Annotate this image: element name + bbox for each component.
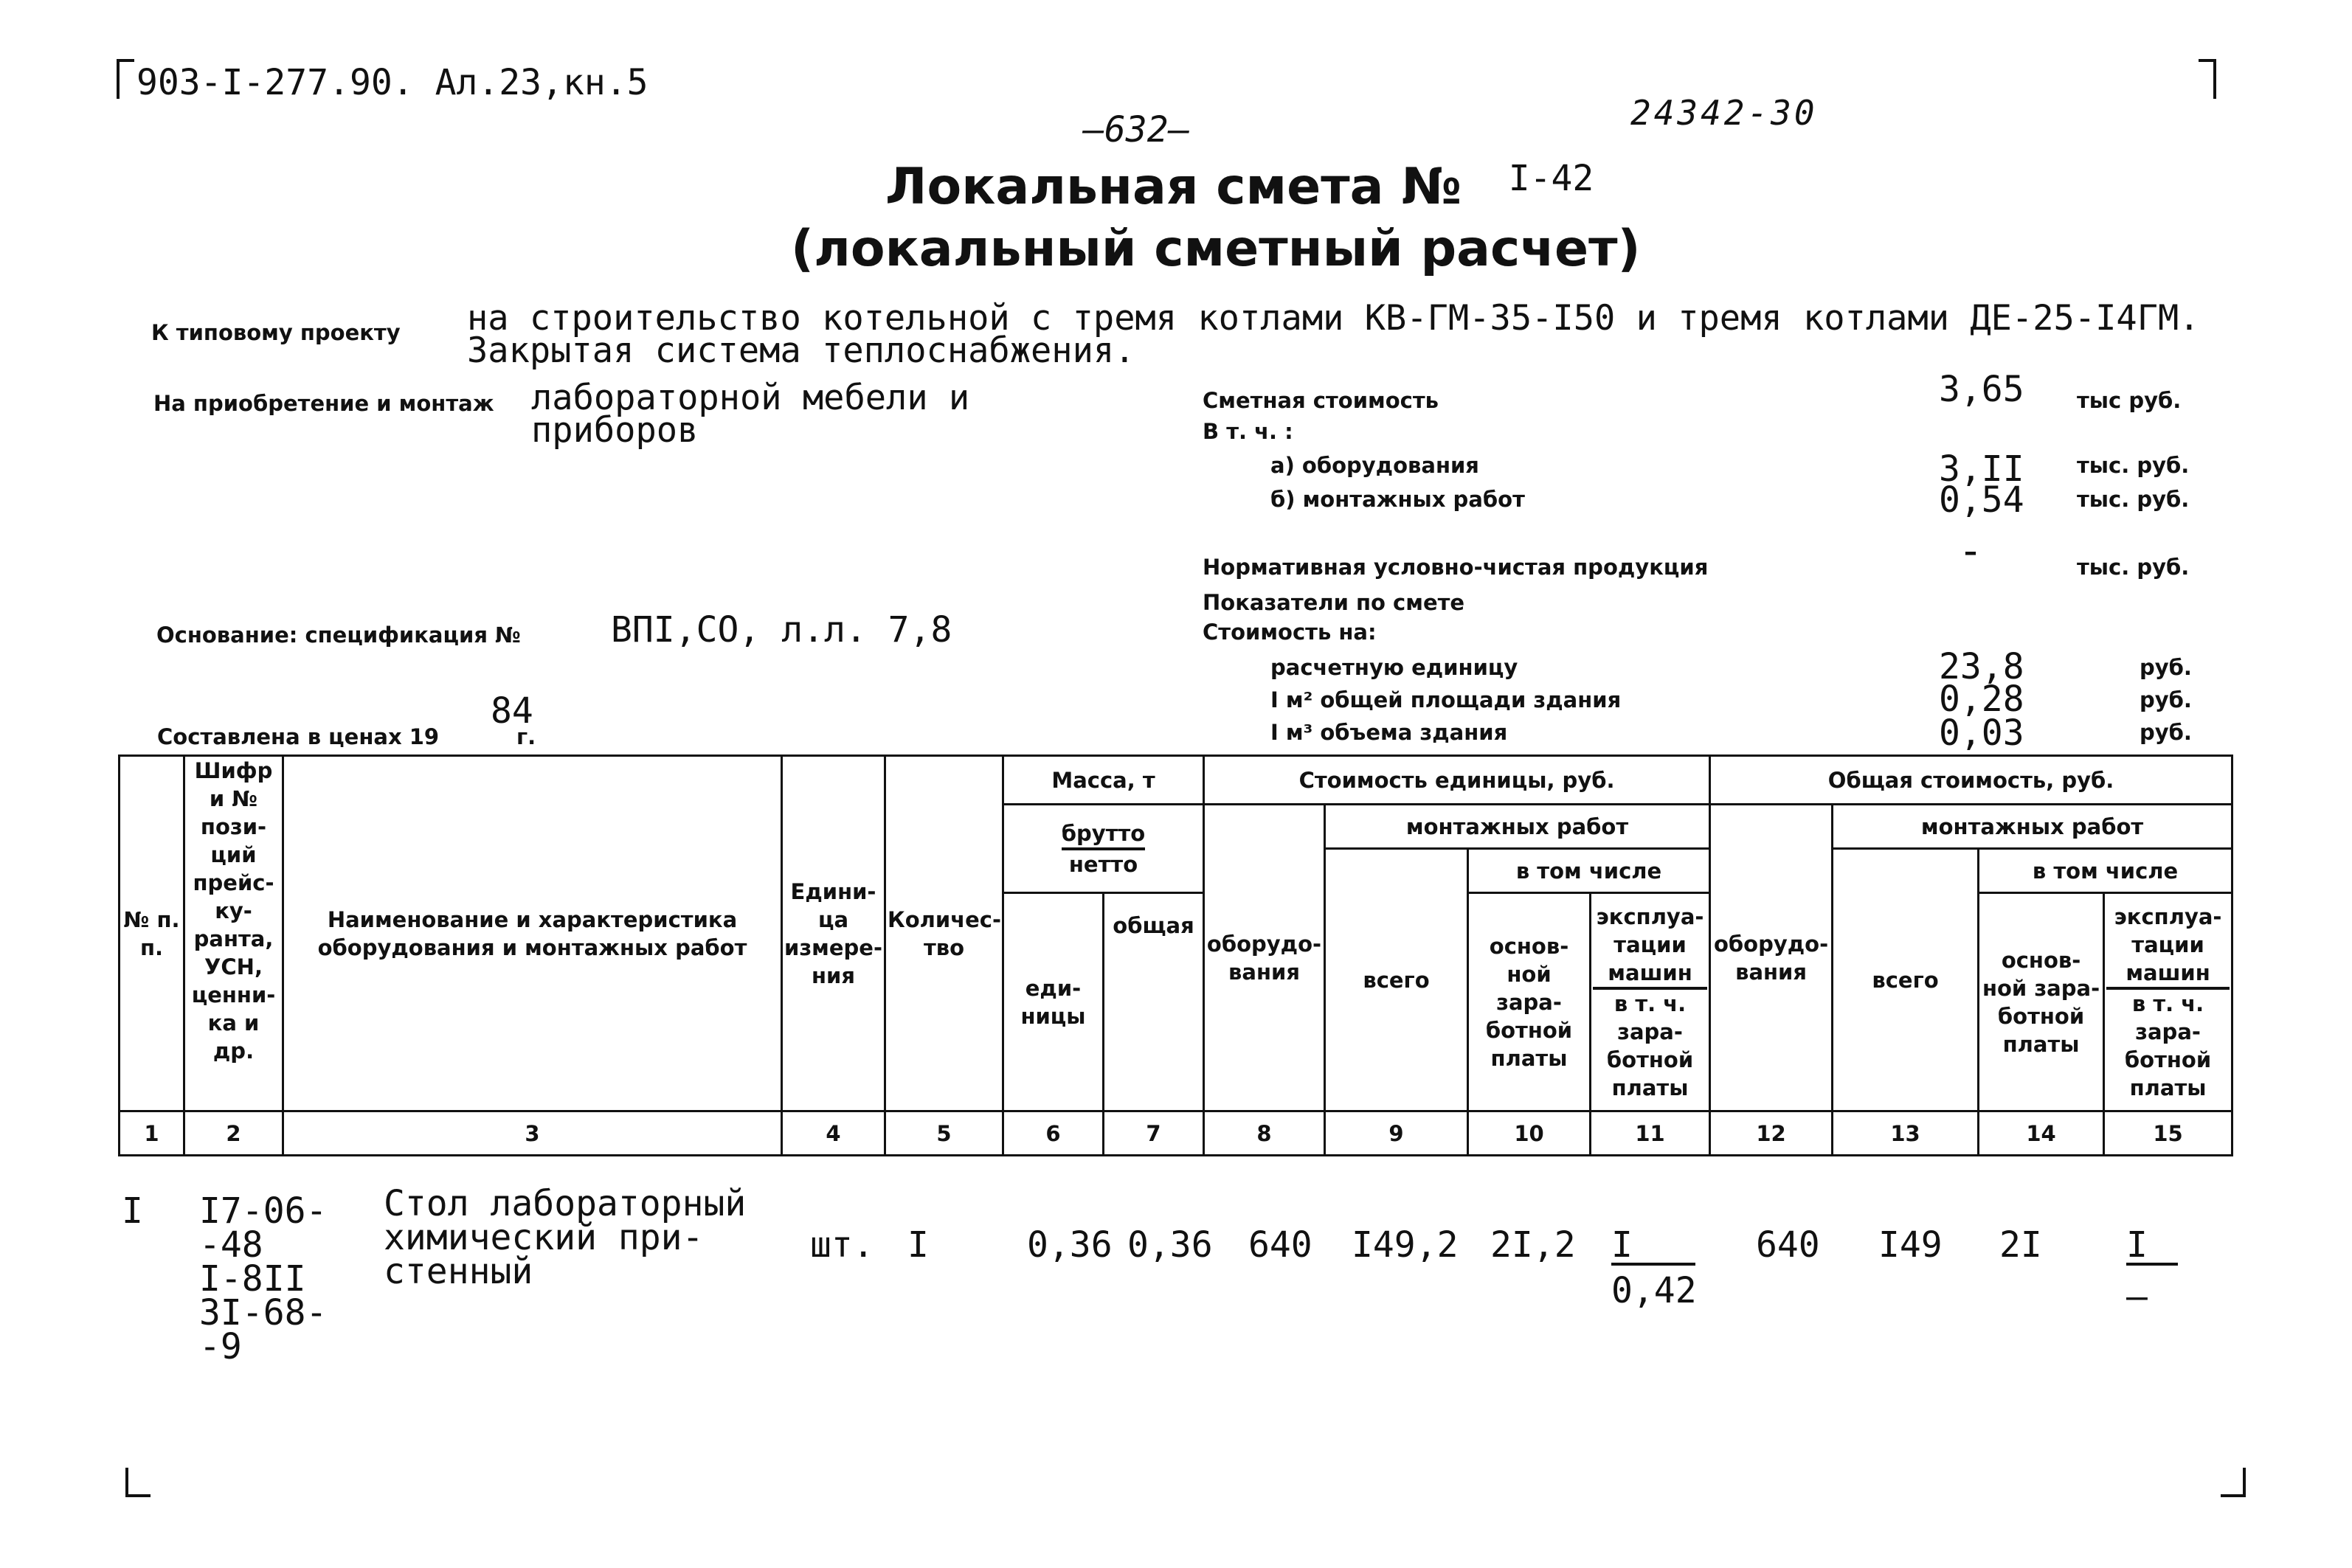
row-machines-unit-rule: [1611, 1263, 1695, 1266]
row-machines-total-rule: [2126, 1263, 2178, 1266]
col-number: 12: [1710, 1111, 1833, 1156]
row-code-line: 3I-68-: [199, 1292, 328, 1333]
estimate-cost-value: 3,65: [1939, 369, 2024, 410]
total-machines-wage-label: в т. ч. зара-ботной платы: [2124, 991, 2212, 1100]
col-number: 13: [1833, 1111, 1979, 1156]
col-qty-header: Количес-тво: [885, 756, 1003, 1111]
col-number: 2: [184, 1111, 283, 1156]
row-qty: I: [907, 1224, 929, 1266]
normative-label: Нормативная условно-чистая продукция: [1203, 555, 1709, 580]
col-number: 9: [1325, 1111, 1468, 1156]
row-machines-unit-top: I: [1611, 1224, 1633, 1266]
unit-incl-header: в том числе: [1468, 849, 1710, 893]
volume-cost-unit: руб.: [2140, 720, 2192, 745]
unit-install-total-header: всего: [1325, 849, 1468, 1111]
total-machines-label: эксплуа-тации машин: [2106, 903, 2230, 990]
row-equip-total: 640: [1756, 1224, 1820, 1266]
mass-total-header: общая: [1104, 893, 1204, 1111]
col-unit-header: Едини-ца измере-ния: [782, 756, 885, 1111]
project-label: К типовому проекту: [151, 320, 401, 345]
including-label: В т. ч. :: [1203, 419, 1293, 444]
row-machines-unit-bottom: 0,42: [1611, 1270, 1697, 1311]
cost-on-label: Стоимость на:: [1203, 620, 1377, 645]
total-base-wage-header: основ-ной зара-ботной платы: [1979, 893, 2104, 1111]
unit-equipment-header: оборудо-вания: [1204, 805, 1325, 1111]
total-incl-header: в том числе: [1979, 849, 2232, 893]
row-equip-unit: 640: [1248, 1224, 1312, 1266]
page-number: —632—: [1083, 109, 1190, 150]
area-cost-unit: руб.: [2140, 687, 2192, 712]
corner-mark-bottom-right: [2221, 1468, 2246, 1497]
unit-cost-unit: руб.: [2140, 655, 2192, 680]
unit-cost-label: расчетную единицу: [1270, 655, 1518, 680]
unit-machines-header: [1591, 893, 1710, 1111]
estimate-cost-unit: тыс руб.: [2077, 388, 2182, 413]
column-number-row: [120, 1111, 2232, 1156]
brutto-netto-header: [1003, 805, 1204, 893]
col-number: 15: [2104, 1111, 2232, 1156]
estimate-number: I-42: [1508, 158, 1594, 199]
row-name-line: Стол лабораторный: [384, 1183, 747, 1224]
col-number: 11: [1591, 1111, 1710, 1156]
row-base-wage-unit: 2I,2: [1490, 1224, 1576, 1266]
area-cost-value: 0,28: [1939, 679, 2024, 720]
row-number: I: [122, 1190, 143, 1232]
row-machines-total-bottom: –: [2126, 1276, 2148, 1317]
unit-install-header: монтажных работ: [1325, 805, 1710, 849]
project-text-line1: на строительство котельной с тремя котлами КВ-ГМ-35-I50 и тремя котлами ДЕ-25-I4ГМ.: [467, 298, 2200, 339]
row-machines-total-top: I: [2126, 1224, 2148, 1266]
indicators-label: Показатели по смете: [1203, 590, 1465, 615]
col-number: 3: [283, 1111, 782, 1156]
row-unit: шт.: [810, 1224, 874, 1266]
purpose-text-line2: приборов: [531, 410, 699, 451]
basis-label: Основание: спецификация №: [156, 622, 521, 648]
total-install-header: монтажных работ: [1833, 805, 2232, 849]
col-name-header: Наименование и характеристика оборудования и монтажных работ: [283, 756, 782, 1111]
corner-mark-top-right: [2199, 59, 2216, 99]
row-code-line: -48: [199, 1224, 263, 1266]
prices-suffix: г.: [516, 724, 536, 749]
estimate-table-header: [118, 754, 2233, 1156]
volume-cost-label: I м³ объема здания: [1270, 720, 1508, 745]
col-number: 6: [1003, 1111, 1104, 1156]
row-name-line: химический при-: [384, 1217, 704, 1258]
col-number: 5: [885, 1111, 1003, 1156]
purpose-text-line1: лабораторной мебели и: [531, 378, 970, 418]
normative-value: –: [1964, 537, 1977, 567]
total-machines-header: [2104, 893, 2232, 1111]
document-code: 903-I-277.90. Ал.23,кн.5: [136, 62, 648, 103]
row-base-wage-total: 2I: [1999, 1224, 2042, 1266]
install-cost-unit: тыс. руб.: [2077, 487, 2190, 512]
prices-label: Составлена в ценах 19: [157, 724, 440, 749]
normative-unit: тыс. руб.: [2077, 555, 2190, 580]
equipment-cost-unit: тыс. руб.: [2077, 453, 2190, 478]
purpose-label: На приобретение и монтаж: [153, 391, 494, 416]
install-cost-value: 0,54: [1939, 479, 2024, 521]
col-number: 10: [1468, 1111, 1591, 1156]
page-subtitle: (локальный сметный расчет): [791, 220, 1641, 278]
unit-cost-header: Стоимость единицы, руб.: [1204, 756, 1710, 805]
unit-base-wage-header: основ-ной зара-ботной платы: [1468, 893, 1591, 1111]
col-code-header: Шифр и № пози-ций прейс-ку-ранта, УСН, ценни-ка и др.: [184, 756, 283, 1111]
equipment-cost-label: а) оборудования: [1270, 453, 1479, 478]
inventory-number: 24342-30: [1630, 93, 1818, 133]
col-number: 14: [1979, 1111, 2104, 1156]
row-code-line: I-8II: [199, 1258, 306, 1300]
row-code-line: I7-06-: [199, 1190, 328, 1232]
netto-label: нетто: [1068, 851, 1138, 877]
row-name-line: стенный: [384, 1251, 533, 1292]
basis-value: ВПI,СО, л.л. 7,8: [611, 609, 952, 651]
total-cost-header: Общая стоимость, руб.: [1710, 756, 2232, 805]
total-equipment-header: оборудо-вания: [1710, 805, 1833, 1111]
brutto-label: брутто: [1062, 819, 1145, 850]
row-install-total-unit: I49,2: [1352, 1224, 1459, 1266]
unit-cost-value: 23,8: [1939, 646, 2024, 687]
volume-cost-value: 0,03: [1939, 712, 2024, 754]
row-mass-total: 0,36: [1127, 1224, 1213, 1266]
mass-header: Масса, т: [1003, 756, 1204, 805]
area-cost-label: I м² общей площади здания: [1270, 687, 1622, 712]
title-text: Локальная смета №: [885, 158, 1462, 216]
corner-mark-top-left: [117, 59, 134, 99]
total-install-total-header: всего: [1833, 849, 1979, 1111]
col-number: 1: [120, 1111, 184, 1156]
mass-unit-header: еди-ницы: [1003, 893, 1104, 1111]
col-number: 7: [1104, 1111, 1204, 1156]
corner-mark-bottom-left: [125, 1468, 151, 1497]
col-number: 8: [1204, 1111, 1325, 1156]
estimate-cost-label: Сметная стоимость: [1203, 388, 1439, 413]
row-code-line: -9: [199, 1326, 242, 1367]
project-text-line2: Закрытая система теплоснабжения.: [467, 330, 1135, 371]
equipment-cost-value: 3,II: [1939, 448, 2024, 490]
unit-machines-label: эксплуа-тации машин: [1593, 903, 1707, 990]
row-mass-unit: 0,36: [1027, 1224, 1113, 1266]
prices-year: 84: [491, 690, 533, 732]
col-no-header: № п. п.: [120, 756, 184, 1111]
install-cost-label: б) монтажных работ: [1270, 487, 1525, 512]
col-number: 4: [782, 1111, 885, 1156]
unit-machines-wage-label: в т. ч. зара-ботной платы: [1606, 991, 1694, 1100]
row-install-total: I49: [1878, 1224, 1943, 1266]
page-title: [885, 158, 1594, 216]
